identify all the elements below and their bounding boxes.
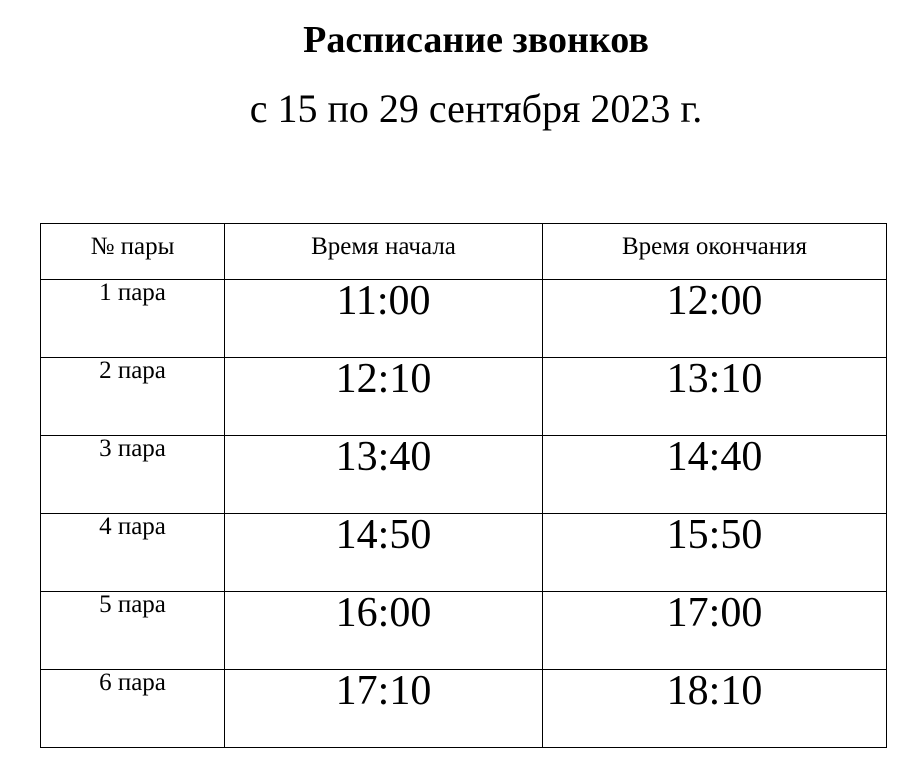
pair-number-cell: 1 пара <box>41 280 225 358</box>
pair-number-cell: 6 пара <box>41 670 225 748</box>
end-time-cell: 15:50 <box>543 514 887 592</box>
pair-number-cell: 3 пара <box>41 436 225 514</box>
table-row <box>41 358 887 436</box>
start-time-cell: 17:10 <box>225 670 543 748</box>
end-time-cell: 13:10 <box>543 358 887 436</box>
table-row <box>41 592 887 670</box>
start-time-cell: 14:50 <box>225 514 543 592</box>
end-time-cell: 12:00 <box>543 280 887 358</box>
document-title: Расписание звонков <box>303 19 649 61</box>
header-end-time: Время окончания <box>543 224 887 280</box>
pair-number-cell: 5 пара <box>41 592 225 670</box>
start-time-cell: 16:00 <box>225 592 543 670</box>
table-row <box>41 436 887 514</box>
bell-schedule-table <box>40 223 887 748</box>
pair-number-cell: 2 пара <box>41 358 225 436</box>
pair-number-cell: 4 пара <box>41 514 225 592</box>
header-start-time: Время начала <box>225 224 543 280</box>
document-subtitle: с 15 по 29 сентября 2023 г. <box>249 86 703 131</box>
table-header-row <box>41 224 887 280</box>
start-time-cell: 13:40 <box>225 436 543 514</box>
table-row <box>41 514 887 592</box>
start-time-cell: 11:00 <box>225 280 543 358</box>
start-time-cell: 12:10 <box>225 358 543 436</box>
end-time-cell: 14:40 <box>543 436 887 514</box>
end-time-cell: 17:00 <box>543 592 887 670</box>
header-pair-number: № пары <box>41 224 225 280</box>
end-time-cell: 18:10 <box>543 670 887 748</box>
table-row <box>41 280 887 358</box>
table-row <box>41 670 887 748</box>
